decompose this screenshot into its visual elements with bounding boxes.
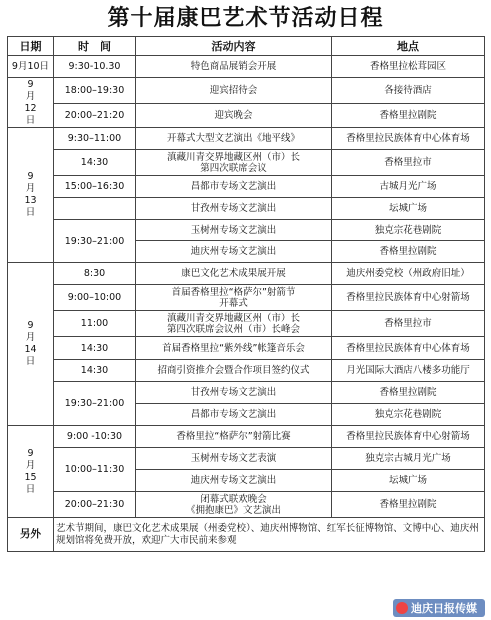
time-cell: 20:00–21:30 (54, 492, 136, 518)
venue-cell: 香格里拉市 (332, 311, 485, 337)
content-cell: 玉树州专场文艺演出 (136, 220, 332, 241)
header-content: 活动内容 (136, 37, 332, 56)
content-cell: 首届香格里拉“紫外线”帐篷音乐会 (136, 337, 332, 360)
venue-cell: 香格里拉民族体育中心射箭场 (332, 285, 485, 311)
venue-cell: 香格里拉剧院 (332, 104, 485, 128)
content-cell: 甘孜州专场文艺演出 (136, 198, 332, 220)
venue-cell: 各接待酒店 (332, 78, 485, 104)
note-text: 艺术节期间，康巴文化艺术成果展（州委党校）、迪庆州博物馆、红军长征博物馆、文博中心、迪庆州规划馆将免费开放，欢迎广大市民前来参观 (54, 518, 485, 552)
date-cell: 9 月 14 日 (8, 263, 54, 426)
venue-cell: 香格里拉民族体育中心体育场 (332, 337, 485, 360)
content-cell: 迪庆州专场文艺演出 (136, 241, 332, 263)
header-venue: 地点 (332, 37, 485, 56)
table-row (8, 382, 485, 404)
content-cell: 滇藏川青交界地藏区州（市）长 第四次联席会议 (136, 150, 332, 176)
content-cell: 迎宾招待会 (136, 78, 332, 104)
table-row (8, 263, 485, 285)
date-cell: 9月10日 (8, 56, 54, 78)
content-cell: 开幕式大型文艺演出《地平线》 (136, 128, 332, 150)
time-cell: 10:00–11:30 (54, 448, 136, 492)
table-row (8, 337, 485, 360)
time-cell (54, 198, 136, 220)
time-cell: 20:00–21:20 (54, 104, 136, 128)
content-cell: 甘孜州专场文艺演出 (136, 382, 332, 404)
media-logo-icon (396, 602, 408, 614)
time-cell: 14:30 (54, 337, 136, 360)
content-cell: 迪庆州专场文艺演出 (136, 470, 332, 492)
content-cell: 玉树州专场文艺表演 (136, 448, 332, 470)
table-row (8, 56, 485, 78)
header-time: 时 间 (54, 37, 136, 56)
content-cell: 滇藏川青交界地藏区州（市）长 第四次联席会议州（市）长峰会 (136, 311, 332, 337)
venue-cell: 独克宗花巷剧院 (332, 220, 485, 241)
venue-cell: 迪庆州委党校（州政府旧址） (332, 263, 485, 285)
note-row (8, 518, 485, 552)
time-cell: 14:30 (54, 360, 136, 382)
date-cell: 9 月 12 日 (8, 78, 54, 128)
content-cell: 昌都市专场文艺演出 (136, 404, 332, 426)
content-cell: 香格里拉“格萨尔”射箭比赛 (136, 426, 332, 448)
venue-cell: 月光国际大酒店八楼多功能厅 (332, 360, 485, 382)
content-cell: 特色商品展销会开展 (136, 56, 332, 78)
venue-cell: 香格里拉民族体育中心射箭场 (332, 426, 485, 448)
venue-cell: 香格里拉剧院 (332, 241, 485, 263)
time-cell: 9:00–10:00 (54, 285, 136, 311)
table-row (8, 150, 485, 176)
venue-cell: 独克宗花巷剧院 (332, 404, 485, 426)
time-cell: 19:30–21:00 (54, 220, 136, 263)
page-title: 第十届康巴艺术节活动日程 (107, 6, 384, 31)
table-row (8, 78, 485, 104)
table-row (8, 176, 485, 198)
table-row (8, 492, 485, 518)
venue-cell: 坛城广场 (332, 198, 485, 220)
header-date: 日期 (8, 37, 54, 56)
note-label: 另外 (8, 518, 54, 552)
content-cell: 康巴文化艺术成果展开展 (136, 263, 332, 285)
table-row (8, 448, 485, 470)
table-header-row (8, 37, 485, 56)
content-cell: 招商引资推介会暨合作项目签约仪式 (136, 360, 332, 382)
table-row (8, 311, 485, 337)
table-row (8, 285, 485, 311)
table-row (8, 104, 485, 128)
time-cell: 19:30–21:00 (54, 382, 136, 426)
venue-cell: 香格里拉剧院 (332, 492, 485, 518)
time-cell: 14:30 (54, 150, 136, 176)
time-cell: 9:00 -10:30 (54, 426, 136, 448)
time-cell: 9:30–11:00 (54, 128, 136, 150)
date-cell: 9 月 13 日 (8, 128, 54, 263)
watermark-text: 迪庆日报传媒 (411, 602, 477, 615)
venue-cell: 香格里拉市 (332, 150, 485, 176)
venue-cell: 香格里拉民族体育中心体育场 (332, 128, 485, 150)
table-row (8, 360, 485, 382)
venue-cell: 独克宗古城月光广场 (332, 448, 485, 470)
time-cell: 18:00–19:30 (54, 78, 136, 104)
schedule-body (8, 56, 485, 552)
content-cell: 昌都市专场文艺演出 (136, 176, 332, 198)
time-cell: 15:00–16:30 (54, 176, 136, 198)
content-cell: 闭幕式联欢晚会 《拥抱康巴》文艺演出 (136, 492, 332, 518)
content-cell: 首届香格里拉“格萨尔”射箭节 开幕式 (136, 285, 332, 311)
watermark (393, 599, 485, 617)
date-cell: 9 月 15 日 (8, 426, 54, 518)
venue-cell: 香格里拉松茸园区 (332, 56, 485, 78)
time-cell: 8:30 (54, 263, 136, 285)
venue-cell: 古城月光广场 (332, 176, 485, 198)
table-row (8, 220, 485, 241)
table-row (8, 128, 485, 150)
table-row (8, 426, 485, 448)
table-row (8, 198, 485, 220)
venue-cell: 坛城广场 (332, 470, 485, 492)
time-cell: 9:30-10.30 (54, 56, 136, 78)
schedule-table (7, 36, 485, 552)
venue-cell: 香格里拉剧院 (332, 382, 485, 404)
time-cell: 11:00 (54, 311, 136, 337)
content-cell: 迎宾晚会 (136, 104, 332, 128)
